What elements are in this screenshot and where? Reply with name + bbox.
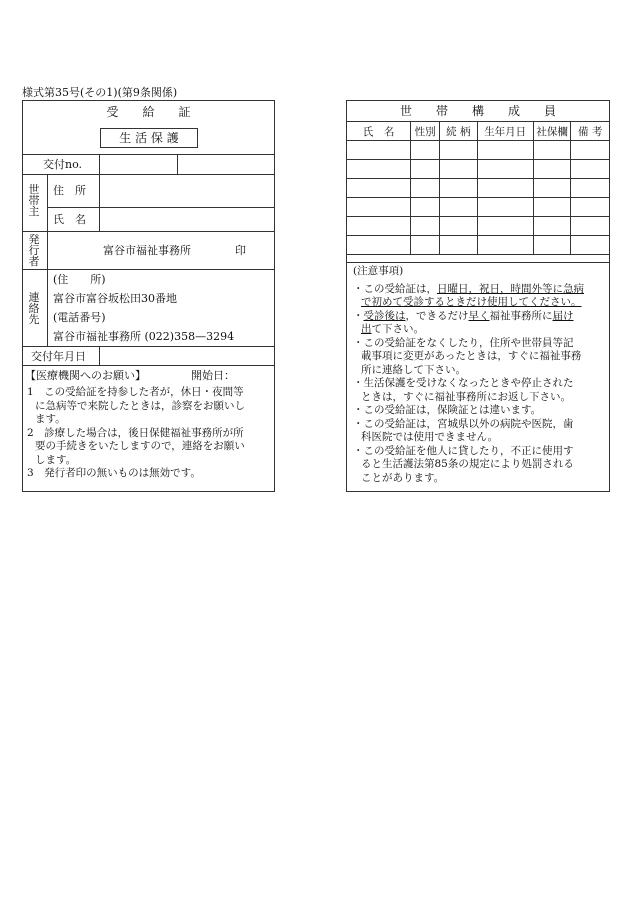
col-sex: 性別 <box>411 122 440 141</box>
table-row <box>347 141 610 160</box>
card-title: 受 給 証 <box>106 105 191 119</box>
note-item: ・受診後は，できるだけ早く福祉事務所に届け 出て下さい。 <box>353 309 574 335</box>
start-date-label: 開始日： <box>191 369 235 382</box>
col-social-insurance: 社保欄 <box>533 122 571 141</box>
issuer-label: 発 行 者 <box>28 233 40 268</box>
contact-phone: 富谷市福祉事務所 (022)358—3294 <box>53 330 235 343</box>
note-item: ・この受給証は，保険証とは違います。 <box>353 404 542 416</box>
table-row <box>347 179 610 198</box>
note-item: ・生活保護を受けなくなったときや停止された ときは，すぐに福祉事務所にお返し下さい。 <box>353 377 574 403</box>
col-remarks: 備 考 <box>571 122 610 141</box>
welfare-badge: 生 活 保 護 <box>100 128 198 148</box>
household-head-label: 世 帯 主 <box>28 183 40 218</box>
request-item: 1 この受給証を持参した者が，休日・夜間等 に急病等で来院したときは，診察をお願いし ます。 <box>27 386 245 425</box>
col-name: 氏 名 <box>347 122 411 141</box>
notes-heading: (注意事項) <box>353 265 404 277</box>
table-header-row <box>347 122 610 141</box>
household-head-section <box>23 175 274 232</box>
seal-mark: 印 <box>235 244 246 257</box>
note-item: ・この受給証をなくしたり，住所や世帯員等記 載事項に変更があったときは，すぐに福祉事務 所に連絡して下さい。 <box>353 336 582 376</box>
notes-section <box>353 265 611 485</box>
issue-date-row <box>23 347 274 366</box>
household-title: 世 帯 構 成 員 <box>399 104 556 118</box>
contact-section <box>23 270 274 347</box>
request-item: 3 発行者印の無いものは無効です。 <box>27 467 201 479</box>
contact-address: 富谷市富谷坂松田30番地 <box>53 292 177 305</box>
request-heading: 【医療機関へのお願い】 <box>25 369 146 382</box>
table-row <box>347 160 610 179</box>
table-row <box>347 217 610 236</box>
form-label: 様式第35号(その1)(第9条関係) <box>22 86 178 99</box>
household-members-table-wrap <box>347 122 611 262</box>
receipt-card <box>22 100 275 492</box>
request-item: 2 診療した場合は，後日保健福祉事務所が所 要の手続きをいたしますので，連絡をお願い します。 <box>27 426 245 466</box>
note-item: ・この受給証は，宮城県以外の病院や医院，歯 科医院では使用できません。 <box>353 417 574 443</box>
contact-address-label: (住 所) <box>53 273 106 286</box>
card-header <box>23 101 274 155</box>
issue-date-label: 交付年月日 <box>31 350 86 363</box>
issuer-section <box>23 232 274 270</box>
note-item: ・この受給証は，日曜日，祝日，時間外等に急病 で初めて受診するときだけ使用してください。 <box>353 282 584 308</box>
col-relation: 続 柄 <box>440 122 478 141</box>
col-birthdate: 生年月日 <box>477 122 533 141</box>
contact-label: 連 絡 先 <box>28 291 40 326</box>
issue-no-label: 交付no. <box>43 158 83 171</box>
table-row <box>347 198 610 217</box>
issue-no-row <box>23 155 274 175</box>
household-title-row <box>347 101 609 122</box>
household-members-table <box>347 122 610 255</box>
address-label: 住 所 <box>53 184 86 197</box>
note-item: ・この受給証を他人に貸したり，不正に使用す ると生活護法第85条の規定により処罰される ことがあります。 <box>353 444 574 484</box>
household-card <box>346 100 610 492</box>
name-label: 氏 名 <box>53 213 86 226</box>
contact-phone-label: (電話番号) <box>53 311 106 324</box>
issuer-value: 富谷市福祉事務所 <box>103 244 191 257</box>
request-list <box>27 386 275 481</box>
table-row <box>347 236 610 255</box>
